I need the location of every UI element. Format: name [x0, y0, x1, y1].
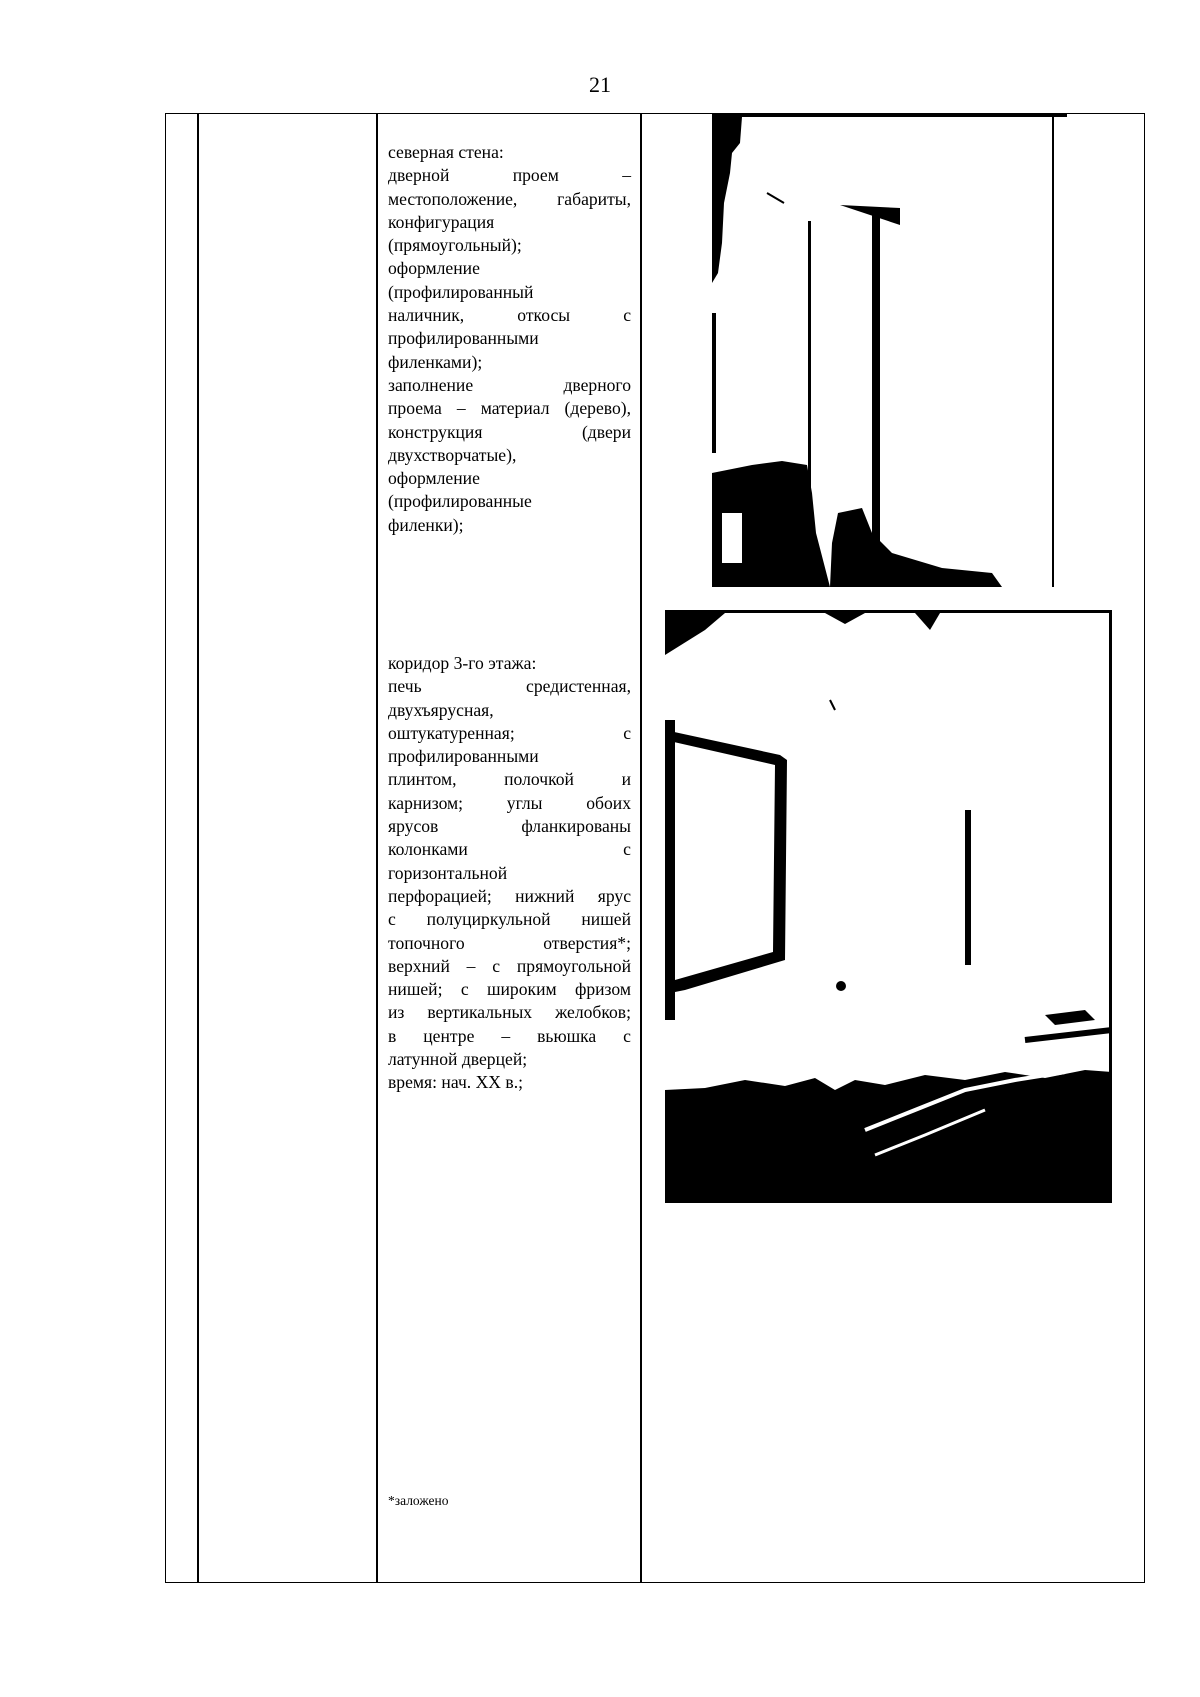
description-line: двухстворчатые), [388, 444, 517, 465]
description-line: карнизом; углы обоих [388, 792, 631, 813]
description-line: латунной дверцей; [388, 1049, 528, 1070]
description-line: в центре – вьюшка с [388, 1025, 631, 1046]
description-line: (профилированный [388, 281, 534, 302]
description-line: профилированными [388, 328, 539, 349]
description-line: колонками с [388, 839, 631, 860]
page-number: 21 [589, 72, 611, 97]
description-line: оштукатуренная; с [388, 722, 631, 743]
description-line: с полуциркульной нишей [388, 909, 631, 930]
description-line: время: нач. XX в.; [388, 1072, 523, 1093]
description-line: заполнение дверного [388, 374, 631, 395]
column-divider-2 [376, 113, 378, 1583]
description-line: верхний – с прямоугольной [388, 955, 631, 976]
description-line: наличник, откосы с [388, 305, 631, 326]
description-line: коридор 3-го этажа: [388, 653, 537, 673]
description-line: из вертикальных желобков; [388, 1002, 631, 1023]
description-line: местоположение, габариты, [388, 188, 631, 209]
description-line: двухъярусная, [388, 699, 494, 720]
entry-description-corridor [388, 652, 631, 1095]
description-line: профилированными [388, 746, 539, 767]
description-line: (прямоугольный); [388, 235, 522, 256]
description-line: топочного отверстия*; [388, 932, 631, 953]
description-line: конфигурация [388, 211, 495, 232]
description-line: нишей; с широким фризом [388, 979, 631, 1000]
description-line: дверной проем – [388, 165, 631, 186]
description-line: горизонтальной [388, 862, 508, 883]
footnote: *заложено [388, 1493, 449, 1508]
description-line: оформление [388, 258, 480, 279]
description-line: проема – материал (дерево), [388, 398, 631, 419]
description-line: ярусов фланкированы [388, 816, 631, 837]
description-line: филенки); [388, 514, 464, 535]
description-line: плинтом, полочкой и [388, 769, 631, 790]
stove-photo [665, 610, 1112, 1203]
description-line: перфорацией; нижний ярус [388, 885, 631, 906]
entry-description-north-wall [388, 141, 631, 537]
description-line: северная стена: [388, 142, 504, 162]
description-line: конструкция (двери [388, 421, 631, 442]
description-line: оформление [388, 468, 480, 489]
description-line: филенками); [388, 351, 483, 372]
doorway-photo [712, 113, 1067, 587]
column-divider-3 [640, 113, 642, 1583]
description-line: (профилированные [388, 491, 532, 512]
column-divider-1 [197, 113, 199, 1583]
description-line: печь средистенная, [388, 676, 631, 697]
